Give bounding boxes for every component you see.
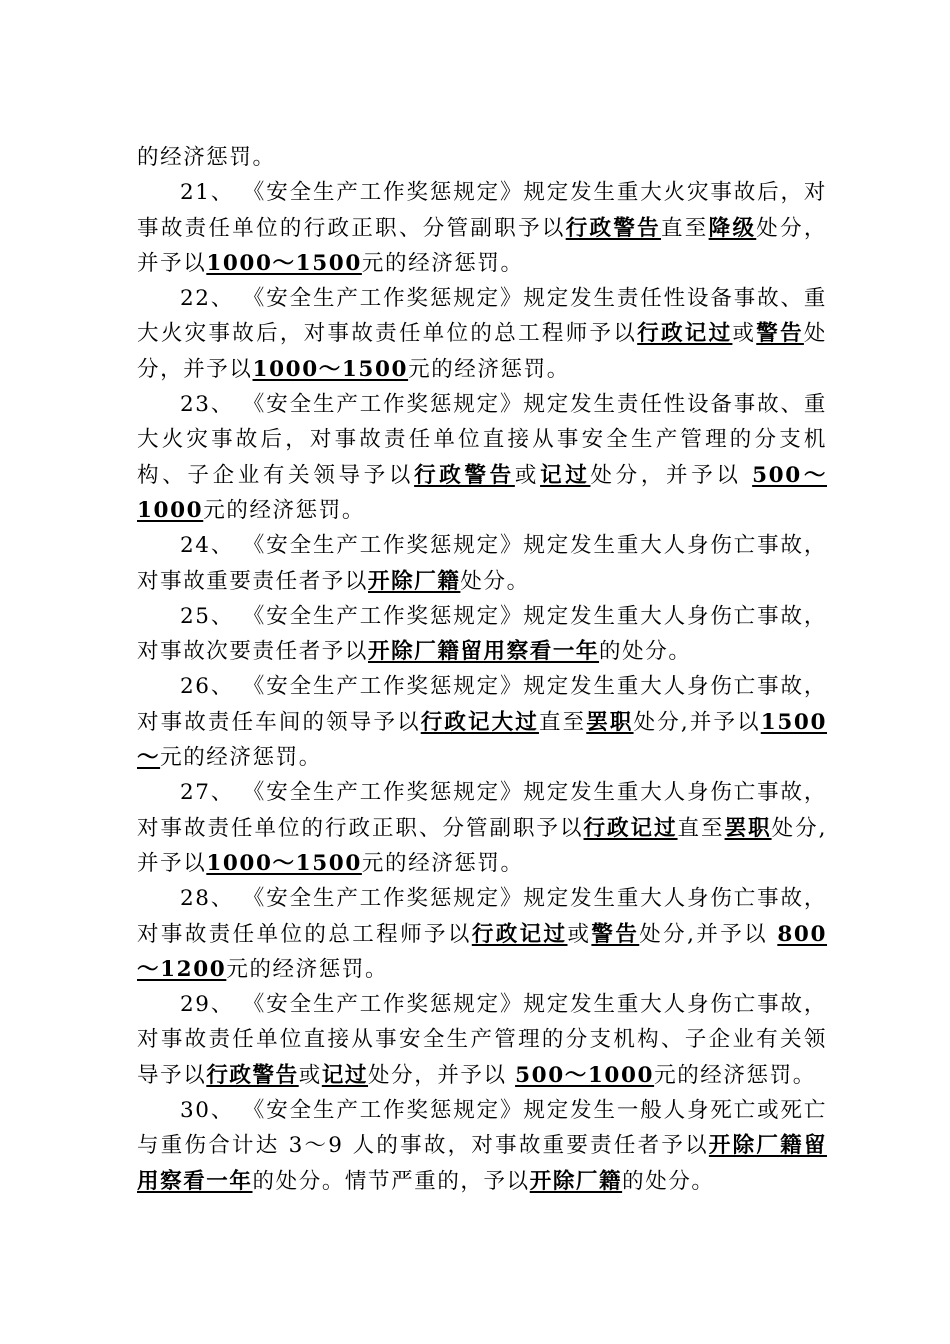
emphasized-term: 警告 bbox=[756, 321, 804, 347]
paragraph-text: 的处分。情节严重的，予以 bbox=[252, 1168, 530, 1194]
paragraph-text: 26、 《安全生产工作奖惩规定》规定发生重大人身伤亡事故，对事故责任车间的领导予以 bbox=[137, 674, 827, 735]
emphasized-term: 行政记过 bbox=[637, 321, 733, 347]
emphasized-term: 行政警告 bbox=[565, 215, 661, 241]
emphasized-term: 记过 bbox=[540, 462, 591, 488]
document-body bbox=[137, 140, 827, 1199]
paragraph-text: 30、 《安全生产工作奖惩规定》规定发生一般人身死亡或死亡与重伤合计达 3～9 人的事故，对事故重要责任者予以 bbox=[137, 1098, 827, 1159]
emphasized-term: 开除厂籍 bbox=[529, 1168, 623, 1194]
emphasized-term: 降级 bbox=[708, 215, 757, 241]
emphasized-term: 500～1000 bbox=[137, 462, 827, 523]
paragraph-text: 处分,并予以 bbox=[137, 815, 828, 876]
paragraph-text: 的经济惩罚。 bbox=[137, 145, 276, 170]
paragraph-text: 22、 《安全生产工作奖惩规定》规定发生责任性设备事故、重大火灾事故后，对事故责任单位的总工程师予以 bbox=[137, 286, 827, 347]
paragraph-text: 或 bbox=[514, 462, 541, 488]
paragraph-text: 27、 《安全生产工作奖惩规定》规定发生重大人身伤亡事故，对事故责任单位的行政正职、分管副职予以 bbox=[137, 780, 827, 841]
paragraph bbox=[137, 775, 827, 881]
paragraph-text: 处分,并予以 bbox=[633, 709, 761, 735]
paragraph bbox=[137, 1093, 827, 1199]
paragraph-text: 处分，并予以 bbox=[137, 321, 828, 382]
emphasized-term: 行政记大过 bbox=[420, 709, 539, 735]
paragraph bbox=[137, 987, 827, 1093]
emphasized-term: 开除厂籍留用察看一年 bbox=[137, 1133, 827, 1194]
paragraph-text: 24、 《安全生产工作奖惩规定》规定发生重大人身伤亡事故，对事故重要责任者予以 bbox=[137, 533, 827, 594]
emphasized-term: 警告 bbox=[591, 921, 640, 947]
emphasized-term: 行政警告 bbox=[206, 1062, 299, 1088]
paragraph bbox=[137, 281, 827, 387]
paragraph-text: 元的经济惩罚。 bbox=[226, 956, 389, 982]
paragraph-text: 处分，并予以 bbox=[590, 462, 753, 488]
emphasized-term: 开除厂籍 bbox=[368, 568, 461, 594]
paragraph-text: 29、 《安全生产工作奖惩规定》规定发生重大人身伤亡事故，对事故责任单位直接从事安全生产管理的分支机构、子企业有关领导予以 bbox=[137, 992, 827, 1088]
paragraph-text: 处分，并予以 bbox=[368, 1062, 516, 1088]
emphasized-term: 罢职 bbox=[586, 709, 634, 735]
paragraph-text: 处分。 bbox=[460, 568, 530, 594]
emphasized-term: 行政记过 bbox=[583, 815, 678, 841]
paragraph-text: 25、 《安全生产工作奖惩规定》规定发生重大人身伤亡事故，对事故次要责任者予以 bbox=[137, 603, 827, 665]
paragraph-text: 直至 bbox=[538, 709, 587, 735]
emphasized-term: 罢职 bbox=[724, 815, 772, 841]
emphasized-term: 行政记过 bbox=[471, 921, 568, 947]
paragraph bbox=[137, 881, 827, 987]
paragraph bbox=[137, 669, 827, 775]
emphasized-term: 1000～1500 bbox=[252, 356, 409, 382]
paragraph-text: 元的经济惩罚。 bbox=[160, 745, 322, 771]
paragraph-text: 元的经济惩罚。 bbox=[203, 497, 365, 523]
paragraph-text: 元的经济惩罚。 bbox=[408, 356, 570, 382]
paragraph bbox=[137, 387, 827, 528]
paragraph-text: 28、 《安全生产工作奖惩规定》规定发生重大人身伤亡事故，对事故责任单位的总工程师予以 bbox=[137, 886, 827, 947]
paragraph bbox=[137, 175, 827, 281]
paragraph-text: 21、 《安全生产工作奖惩规定》规定发生重大火灾事故后，对事故责任单位的行政正职、分管副职予以 bbox=[137, 180, 827, 241]
paragraph bbox=[137, 599, 827, 670]
paragraph-text: 处分,并予以 bbox=[639, 921, 778, 947]
emphasized-term: 500～1000 bbox=[515, 1062, 655, 1088]
paragraph bbox=[137, 140, 827, 175]
paragraph-text: 元的经济惩罚。 bbox=[361, 250, 524, 276]
paragraph-text: 或 bbox=[567, 921, 592, 947]
emphasized-term: 800～1200 bbox=[137, 921, 828, 982]
emphasized-term: 开除厂籍留用察看一年 bbox=[368, 639, 600, 665]
emphasized-term: 1000～1500 bbox=[206, 850, 362, 876]
paragraph-text: 元的经济惩罚。 bbox=[361, 850, 524, 876]
paragraph-text: 的处分。 bbox=[622, 1168, 715, 1194]
paragraph bbox=[137, 528, 827, 599]
paragraph-text: 直至 bbox=[660, 215, 709, 241]
paragraph-text: 元的经济惩罚。 bbox=[654, 1062, 816, 1088]
paragraph-text: 或 bbox=[732, 321, 757, 347]
emphasized-term: 记过 bbox=[321, 1062, 369, 1088]
paragraph-text: 的处分。 bbox=[599, 639, 692, 665]
emphasized-term: 行政警告 bbox=[414, 462, 515, 488]
paragraph-text: 或 bbox=[298, 1062, 322, 1088]
paragraph-text: 处分，并予以 bbox=[137, 215, 827, 276]
emphasized-term: 1000～1500 bbox=[206, 250, 362, 276]
emphasized-term: 1500～ bbox=[137, 709, 828, 771]
paragraph-text: 23、 《安全生产工作奖惩规定》规定发生责任性设备事故、重大火灾事故后，对事故责任单位直接从事安全生产管理的分支机构、子企业有关领导予以 bbox=[137, 392, 827, 488]
paragraph-text: 直至 bbox=[677, 815, 725, 841]
